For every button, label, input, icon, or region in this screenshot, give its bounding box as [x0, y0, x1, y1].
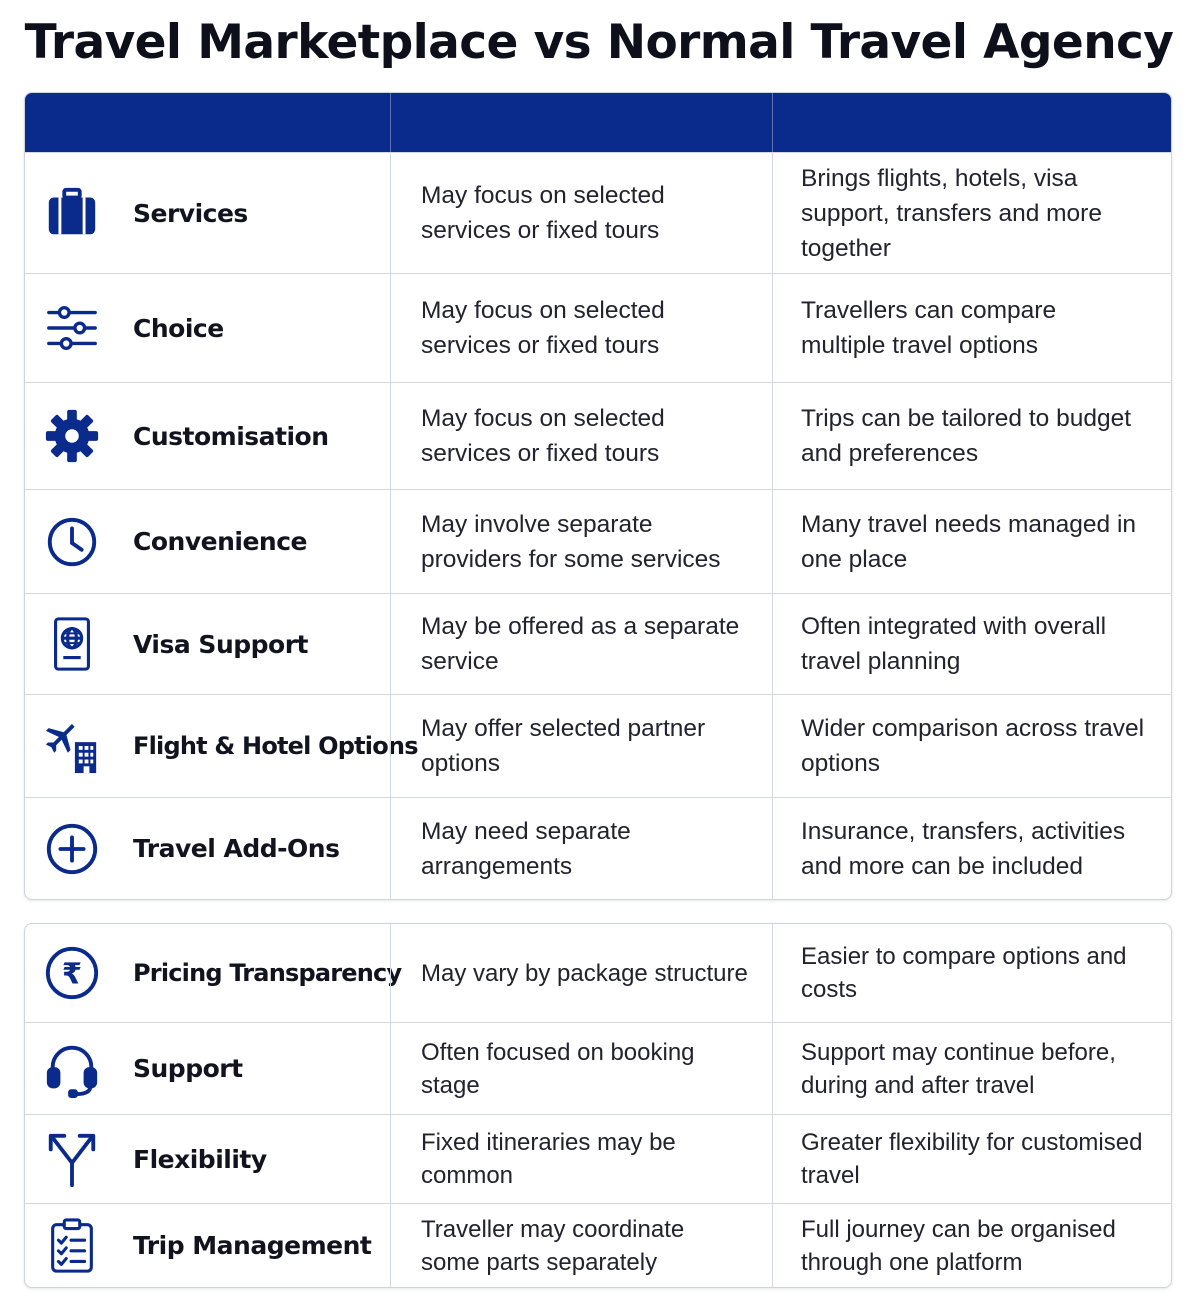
feature-cell: [25, 1204, 390, 1287]
feature-cell: [25, 798, 390, 899]
table-body: [25, 924, 1171, 1287]
feature-label: Services: [133, 198, 248, 228]
agency-cell: Fixed itineraries may be common: [390, 1115, 772, 1203]
header-cell-feature: [25, 93, 390, 152]
feature-cell: [25, 490, 390, 593]
agency-cell: May focus on selected services or fixed tours: [390, 153, 772, 273]
table-row-flexibility: [25, 1114, 1171, 1203]
agency-cell: May focus on selected services or fixed tours: [390, 383, 772, 489]
clock-icon: [25, 490, 119, 593]
marketplace-cell: Trips can be tailored to budget and preferences: [772, 383, 1171, 489]
marketplace-cell: Brings flights, hotels, visa support, transfers and more together: [772, 153, 1171, 273]
feature-cell: [25, 1023, 390, 1114]
marketplace-cell: Wider comparison across travel options: [772, 695, 1171, 797]
split-arrows-icon: [25, 1115, 119, 1203]
marketplace-cell: Full journey can be organised through one platform: [772, 1204, 1171, 1287]
table-header: [25, 93, 1171, 152]
table-row-trip-management: [25, 1203, 1171, 1287]
marketplace-cell: Greater flexibility for customised travel: [772, 1115, 1171, 1203]
feature-cell: [25, 153, 390, 273]
agency-cell: May need separate arrangements: [390, 798, 772, 899]
feature-label: Convenience: [133, 527, 307, 556]
table-row-services: [25, 152, 1171, 273]
table-row-choice: [25, 273, 1171, 382]
marketplace-cell: Insurance, transfers, activities and more can be included: [772, 798, 1171, 899]
agency-cell: May focus on selected services or fixed tours: [390, 274, 772, 382]
feature-label: Customisation: [133, 421, 329, 451]
agency-cell: Often focused on booking stage: [390, 1023, 772, 1114]
header-cell-agency: [390, 93, 772, 152]
feature-cell: [25, 924, 402, 1022]
table-row-support: [25, 1022, 1171, 1114]
feature-label: Visa Support: [133, 629, 308, 659]
agency-cell: Traveller may coordinate some parts separately: [390, 1204, 772, 1287]
marketplace-cell: Many travel needs managed in one place: [772, 490, 1171, 593]
marketplace-cell: Easier to compare options and costs: [772, 924, 1171, 1022]
table-body: [25, 152, 1171, 899]
agency-cell: May offer selected partner options: [390, 695, 772, 797]
marketplace-cell: Travellers can compare multiple travel options: [772, 274, 1171, 382]
header-cell-marketplace: [772, 93, 1171, 152]
comparison-table-continued: [24, 923, 1172, 1288]
feature-label: Flexibility: [133, 1144, 267, 1174]
feature-label: Pricing Transparency: [133, 958, 402, 987]
clipboard-checklist-icon: [25, 1204, 119, 1287]
comparison-table: [24, 92, 1172, 900]
table-row-customisation: [25, 382, 1171, 489]
gear-icon: [25, 383, 119, 489]
agency-cell: May be offered as a separate service: [390, 594, 772, 694]
feature-cell: [25, 1115, 390, 1203]
table-row-travel-add-ons: [25, 797, 1171, 899]
feature-label: Support: [133, 1054, 243, 1083]
passport-icon: [25, 594, 119, 694]
feature-cell: [25, 695, 418, 797]
feature-cell: [25, 383, 390, 489]
page-title: Travel Marketplace vs Normal Travel Agency: [24, 15, 1174, 70]
rupee-icon: [25, 924, 119, 1022]
feature-label: Trip Management: [133, 1231, 372, 1260]
feature-label: Flight & Hotel Options: [133, 731, 418, 760]
feature-cell: [25, 594, 390, 694]
table-row-pricing-transparency: [25, 924, 1171, 1022]
headset-icon: [25, 1023, 119, 1114]
svg-text:₹: ₹: [61, 956, 83, 991]
marketplace-cell: Often integrated with overall travel planning: [772, 594, 1171, 694]
plus-circle-icon: [25, 798, 119, 899]
suitcase-icon: [25, 153, 119, 273]
feature-label: Choice: [133, 313, 224, 343]
marketplace-cell: Support may continue before, during and after travel: [772, 1023, 1171, 1114]
sliders-icon: [25, 274, 119, 382]
table-row-convenience: [25, 489, 1171, 593]
feature-label: Travel Add-Ons: [133, 834, 340, 863]
plane-hotel-icon: [25, 695, 119, 797]
agency-cell: May vary by package structure: [390, 924, 772, 1022]
table-row-flight-and-hotel-options: [25, 694, 1171, 797]
agency-cell: May involve separate providers for some services: [390, 490, 772, 593]
table-row-visa-support: [25, 593, 1171, 694]
feature-cell: [25, 274, 390, 382]
